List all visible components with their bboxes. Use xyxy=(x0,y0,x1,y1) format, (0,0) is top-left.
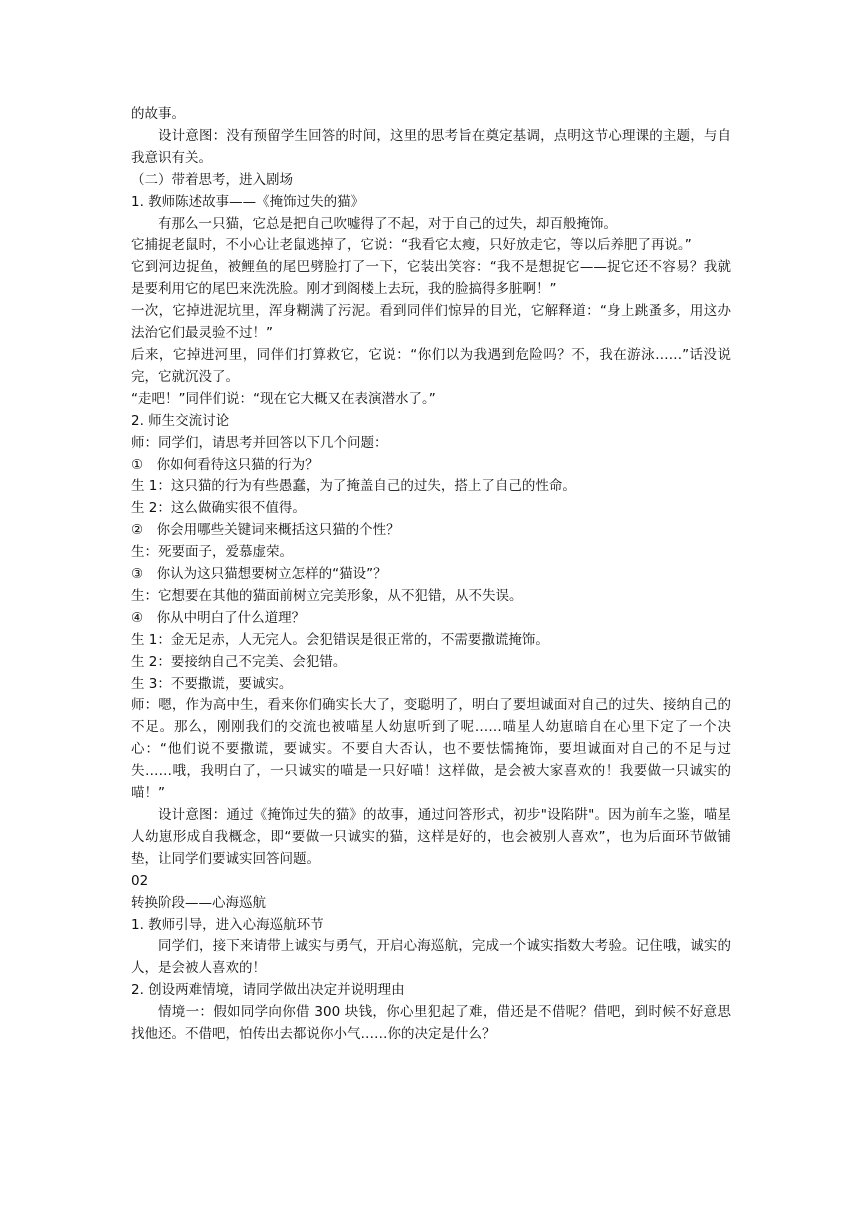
paragraph: 后来，它掉进河里，同伴们打算救它，它说：“你们以为我遇到危险吗？不，我在游泳……”话没说完，它就沉没了。 xyxy=(131,346,731,385)
paragraph: 有那么一只猫，它总是把自己吹嘘得了不起，对于自己的过失，却百般掩饰。 xyxy=(158,215,617,232)
paragraph: ② 你会用哪些关键词来概括这只猫的个性？ xyxy=(131,522,400,539)
paragraph: 师：嗯，作为高中生，看来你们确实长大了，变聪明了，明白了要坦诚面对自己的过失、接纳自己的不足。那么，刚刚我们的交流也被喵星人幼崽听到了呢……喵星人幼崽暗自在心里下定了一个决心：“他们说不要撒谎，要诚实。不要自大否认，也不要怯懦掩饰，要坦诚面对自己的不足与过失……哦，我明白了，一只诚实的喵是一只好喵！这样做，是会被大家喜欢的！我要做一只诚实的喵！” xyxy=(131,697,731,802)
paragraph: 生 2：这么做确实很不值得。 xyxy=(131,500,306,517)
paragraph: 生 3：不要撒谎，要诚实。 xyxy=(131,675,293,692)
paragraph: 1. 教师陈述故事——《掩饰过失的猫》 xyxy=(131,193,365,210)
paragraph: 它到河边捉鱼，被鲤鱼的尾巴劈脸打了一下，它装出笑容：“我不是想捉它——捉它还不容易？我就是要利用它的尾巴来洗洗脸。刚才到阁楼上去玩，我的脸搞得多脏啊！” xyxy=(131,259,731,298)
paragraph: ③ 你认为这只猫想要树立怎样的“猫设”？ xyxy=(131,566,387,583)
paragraph: 生：它想要在其他的猫面前树立完美形象，从不犯错，从不失误。 xyxy=(131,587,523,604)
paragraph: 1. 教师引导，进入心海巡航环节 xyxy=(131,916,324,933)
paragraph: 2. 创设两难情境，请同学做出决定并说明理由 xyxy=(131,982,405,999)
paragraph: ① 你如何看待这只猫的行为？ xyxy=(131,456,319,473)
paragraph: 2. 师生交流讨论 xyxy=(131,412,230,429)
paragraph: 情境一：假如同学向你借 300 块钱，你心里犯起了难，借还是不借呢？借吧，到时候不好意思找他还。不借吧，怕传出去都说你小气……你的决定是什么？ xyxy=(131,1004,731,1043)
paragraph: 师：同学们，请思考并回答以下几个问题： xyxy=(131,434,388,451)
paragraph: “走吧！”同伴们说：“现在它大概又在表演潜水了。” xyxy=(131,390,436,407)
paragraph: 的故事。 xyxy=(131,106,185,122)
paragraph: （二）带着思考，进入剧场 xyxy=(131,171,293,188)
paragraph: 它捕捉老鼠时，不小心让老鼠逃掉了，它说：“我看它太瘦，只好放走它，等以后养肥了再说。” xyxy=(131,237,692,254)
paragraph: 生 1：金无足赤，人无完人。会犯错误是很正常的，不需要撒谎掩饰。 xyxy=(131,631,549,648)
paragraph: 02 xyxy=(131,872,149,889)
paragraph: 生：死要面子，爱慕虚荣。 xyxy=(131,544,293,561)
paragraph: 同学们，接下来请带上诚实与勇气，开启心海巡航，完成一个诚实指数大考验。记住哦，诚实的人，是会被人喜欢的！ xyxy=(131,938,731,977)
paragraph: 一次，它掉进泥坑里，浑身糊满了污泥。看到同伴们惊异的目光，它解释道：“身上跳蚤多，用这办法治它们最灵验不过！” xyxy=(131,303,731,342)
paragraph: 设计意图：通过《掩饰过失的猫》的故事，通过问答形式，初步"设陷阱"。因为前车之鉴，喵星人幼崽形成自我概念，即“要做一只诚实的猫，这样是好的，也会被别人喜欢”，也为后面环节做铺垫，让同学们要诚实回答问题。 xyxy=(131,807,731,867)
paragraph: 转换阶段——心海巡航 xyxy=(131,894,266,911)
paragraph: 生 2：要接纳自己不完美、会犯错。 xyxy=(131,653,347,670)
paragraph: ④ 你从中明白了什么道理？ xyxy=(131,609,306,626)
paragraph: 生 1：这只猫的行为有些愚蠢，为了掩盖自己的过失，搭上了自己的性命。 xyxy=(131,478,576,495)
document-body xyxy=(131,104,731,1046)
paragraph: 设计意图：没有预留学生回答的时间，这里的思考旨在奠定基调，点明这节心理课的主题，与自我意识有关。 xyxy=(131,127,731,166)
